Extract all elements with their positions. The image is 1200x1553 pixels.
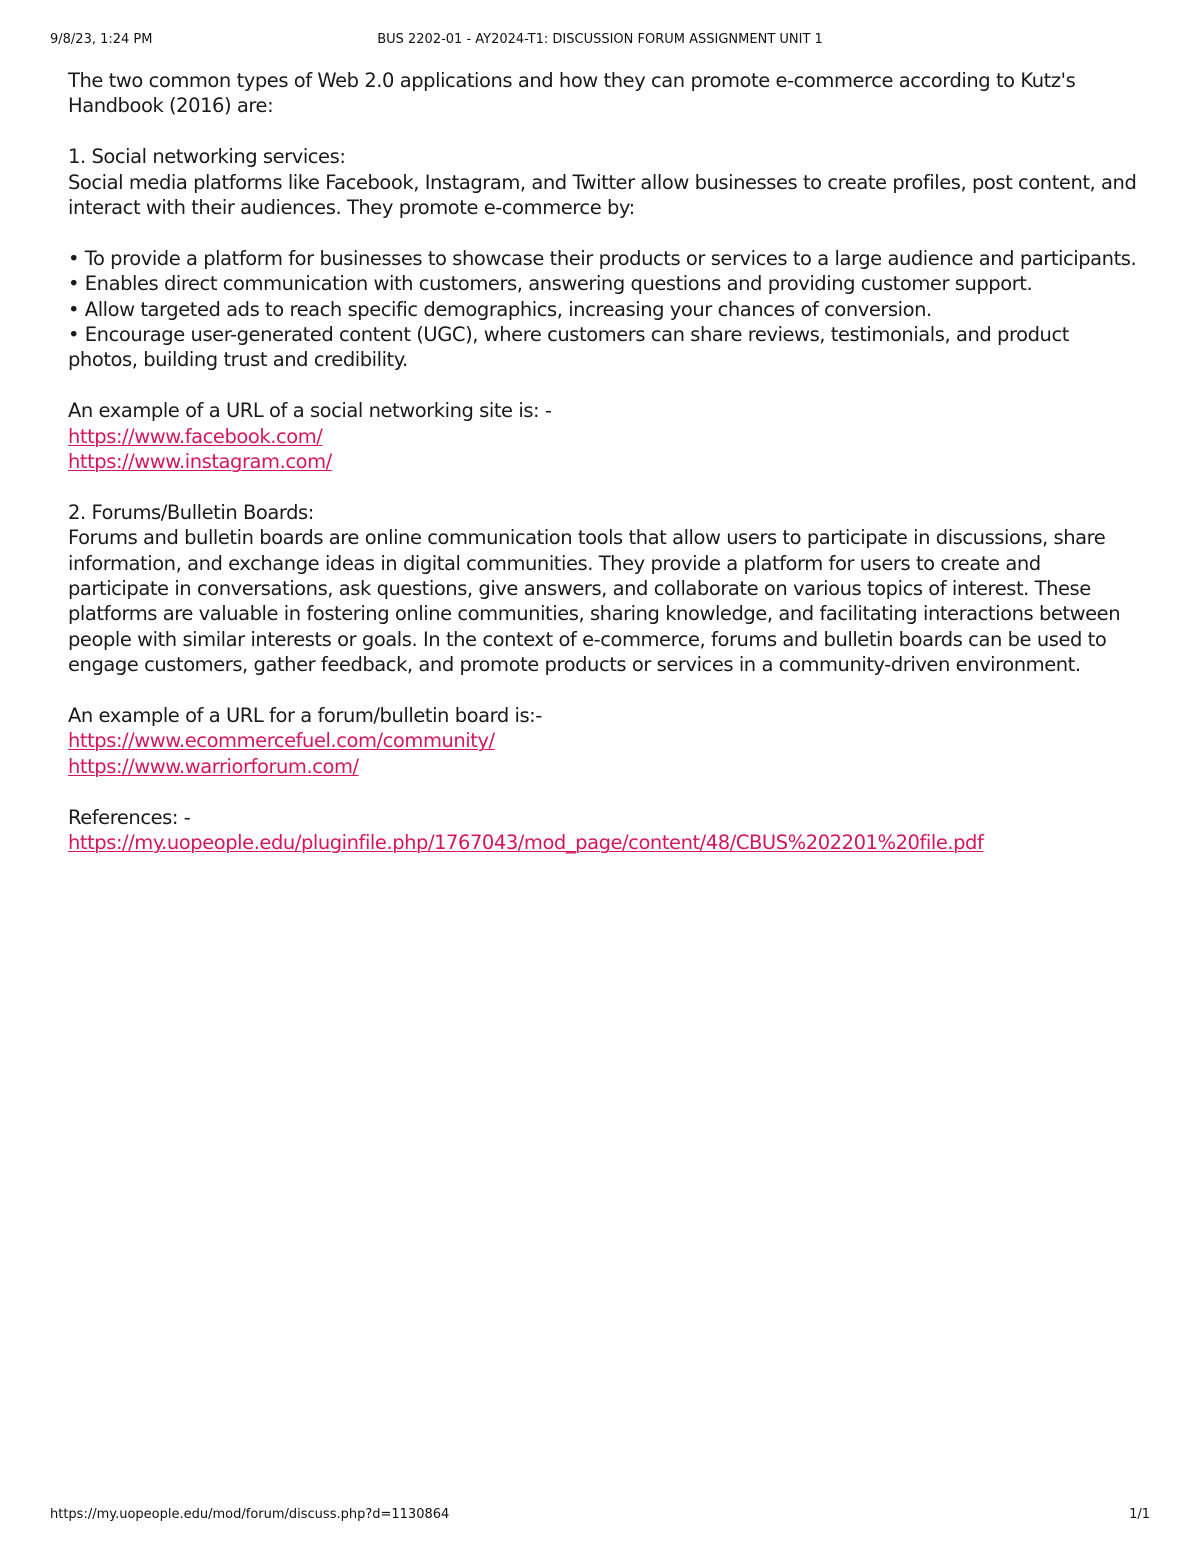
reference-link[interactable]: https://my.uopeople.edu/pluginfile.php/1767043/mod_page/content/48/CBUS%202201%20file.pdf [68, 831, 984, 855]
section1-description: Social media platforms like Facebook, Instagram, and Twitter allow businesses to create profiles, post content, and interact with their audiences. They promote e-commerce by: [68, 170, 1137, 220]
spacer [68, 373, 1143, 398]
bullet-item: • Enables direct communication with customers, answering questions and providing customer support. [68, 272, 1033, 296]
section2-heading: 2. Forums/Bulletin Boards: [68, 500, 314, 524]
print-footer [50, 1505, 1150, 1525]
warriorforum-link[interactable]: https://www.warriorforum.com/ [68, 754, 359, 778]
link-row [68, 728, 1143, 753]
spacer [68, 119, 1143, 144]
print-footer-url: https://my.uopeople.edu/mod/forum/discuss.php?d=1130864 [50, 1507, 450, 1522]
bullet-item: • Encourage user-generated content (UGC), where customers can share reviews, testimonials, and product photos, building trust and credibility. [68, 323, 1069, 372]
link-row [68, 830, 1143, 855]
spacer [68, 220, 1143, 245]
link-row [68, 449, 1143, 474]
print-header [50, 30, 1150, 50]
ecommercefuel-link[interactable]: https://www.ecommercefuel.com/community/ [68, 729, 495, 753]
section2-description: Forums and bulletin boards are online communication tools that allow users to participate in discussions, share information, and exchange ideas in digital communities. They provide a platform for users to create and participate in conversations, ask questions, give answers, and collaborate on various topics of interest. These platforms are valuable in fostering online communities, sharing knowledge, and facilitating interactions between people with similar interests or goals. In the context of e-commerce, forums and bulletin boards can be used to engage customers, gather feedback, and promote products or services in a community-driven environment. [68, 526, 1121, 677]
section1-example-label: An example of a URL of a social networking site is: - [68, 399, 552, 423]
section2-example-label: An example of a URL for a forum/bulletin board is:- [68, 704, 542, 728]
spacer [68, 678, 1143, 703]
references-label: References: - [68, 805, 191, 829]
instagram-link[interactable]: https://www.instagram.com/ [68, 450, 332, 474]
print-footer-page-number: 1/1 [1129, 1507, 1150, 1522]
spacer [68, 474, 1143, 499]
post-content [68, 68, 1143, 856]
spacer [68, 779, 1143, 804]
bullet-item: • Allow targeted ads to reach specific demographics, increasing your chances of conversion. [68, 297, 932, 321]
bullet-item: • To provide a platform for businesses to showcase their products or services to a large audience and participants. [68, 246, 1137, 270]
print-header-title: BUS 2202-01 - AY2024-T1: DISCUSSION FORUM ASSIGNMENT UNIT 1 [377, 32, 823, 47]
link-row [68, 754, 1143, 779]
intro-paragraph: The two common types of Web 2.0 applications and how they can promote e-commerce according to Kutz's Handbook (2016) are: [68, 69, 1076, 118]
section1-heading: 1. Social networking services: [68, 145, 346, 169]
link-row [68, 424, 1143, 449]
facebook-link[interactable]: https://www.facebook.com/ [68, 424, 323, 448]
print-header-datetime: 9/8/23, 1:24 PM [50, 32, 153, 47]
